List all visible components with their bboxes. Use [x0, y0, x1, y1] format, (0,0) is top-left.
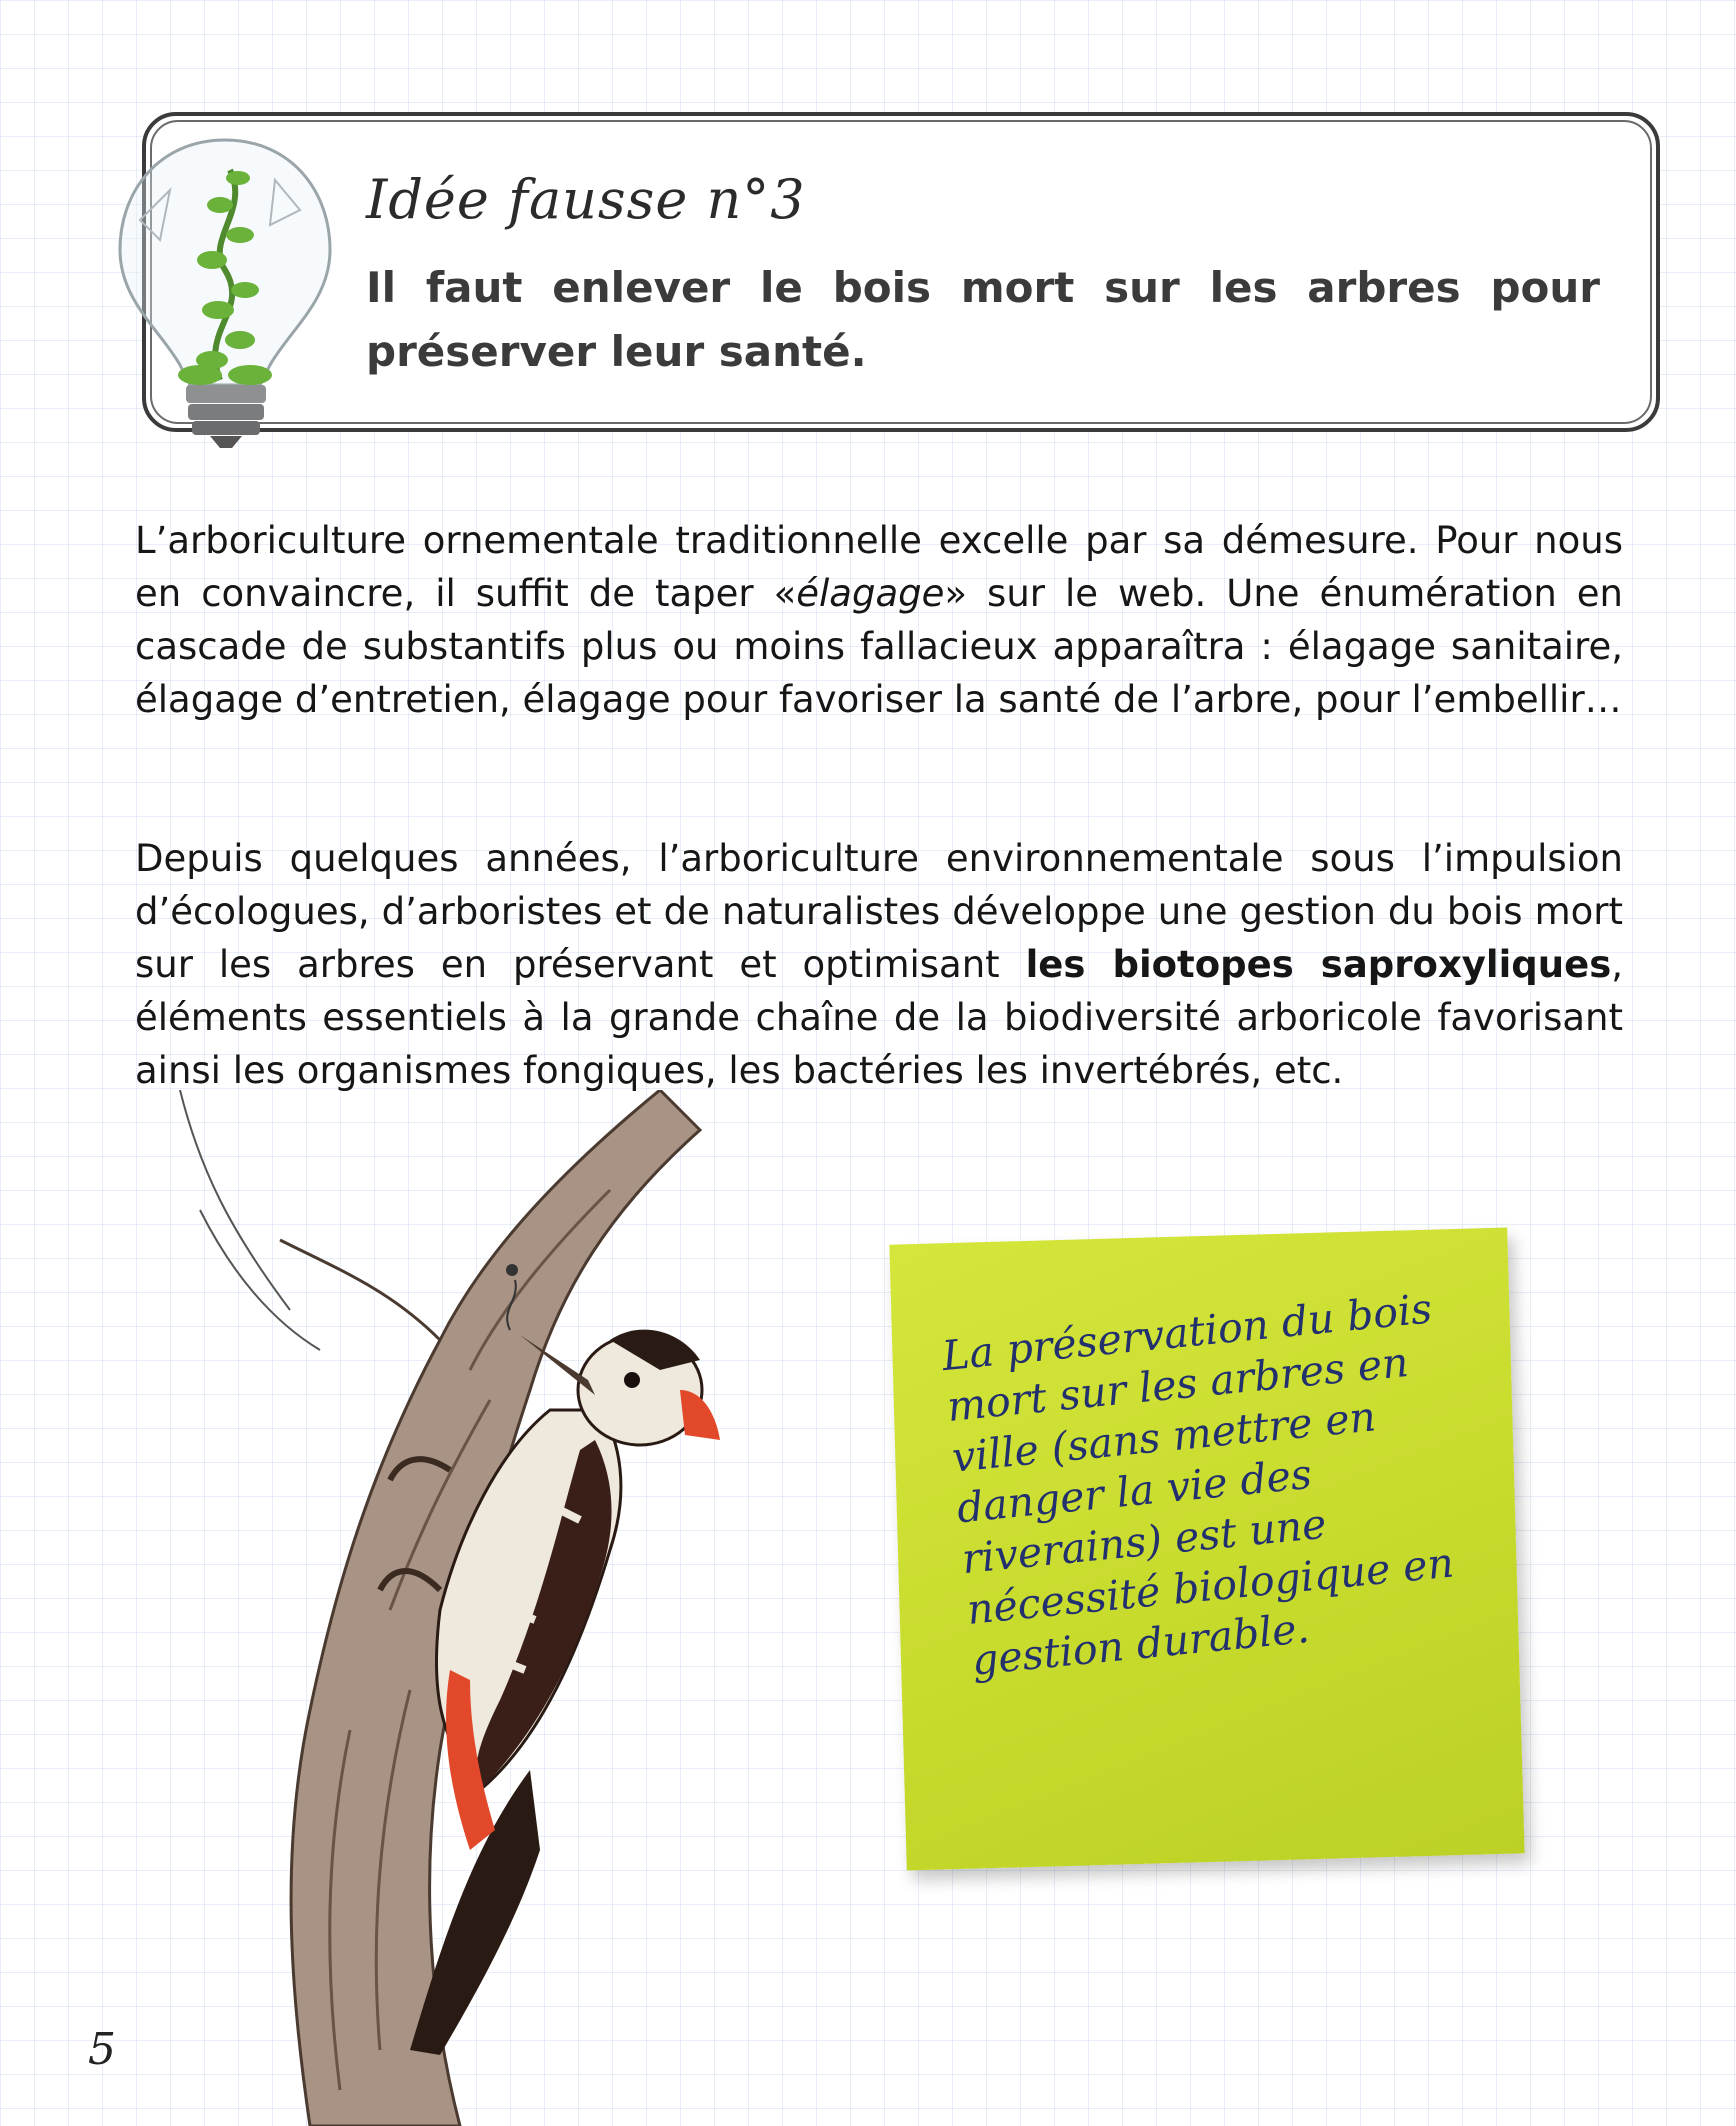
- lightbulb-ivy-icon: [100, 130, 350, 450]
- paragraph-2-part2: , éléments essentiels à la grande chaîne de la biodiversité arboricole favorisant ainsi les organismes fongiques, les bactéries les invertébrés, etc.: [135, 943, 1623, 1092]
- paragraph-1: [135, 514, 1623, 726]
- paragraph-1-emphasis: élagage: [796, 572, 945, 615]
- callout-statement: Il faut enlever le bois mort sur les arbres pour préserver leur santé.: [366, 263, 1600, 376]
- paragraph-1-part2: » sur le web. Une énumération en cascade de substantifs plus ou moins fallacieux apparaîtra : élagage sanitaire, élagage d’entretien, élagage pour favoriser la santé de l’arbre, pour l’embellir…: [135, 572, 1623, 721]
- sticky-note: [889, 1227, 1524, 1870]
- paragraph-2-part1: Depuis quelques années, l’arboriculture environnementale sous l’impulsion d’écologues, d’arboristes et de naturalistes développe une gestion du bois mort sur les arbres en préservant et optimisant: [135, 837, 1623, 986]
- page-number: 5: [88, 2024, 116, 2075]
- woodpecker-tree-illustration: [140, 1090, 800, 2126]
- sticky-note-text: La préservation du bois mort sur les arbres en ville (sans mettre en danger la vie des riverains) est une nécessité biologique en gestion durable.: [939, 1284, 1456, 1685]
- callout-title: Idée fausse n°3: [366, 168, 806, 231]
- paragraph-1-part1: L’arboriculture ornementale traditionnelle excelle par sa démesure. Pour nous en convaincre, il suffit de taper «: [135, 519, 1623, 615]
- paragraph-2-bold: les biotopes saproxyliques: [1025, 943, 1612, 986]
- paragraph-2: [135, 832, 1623, 1097]
